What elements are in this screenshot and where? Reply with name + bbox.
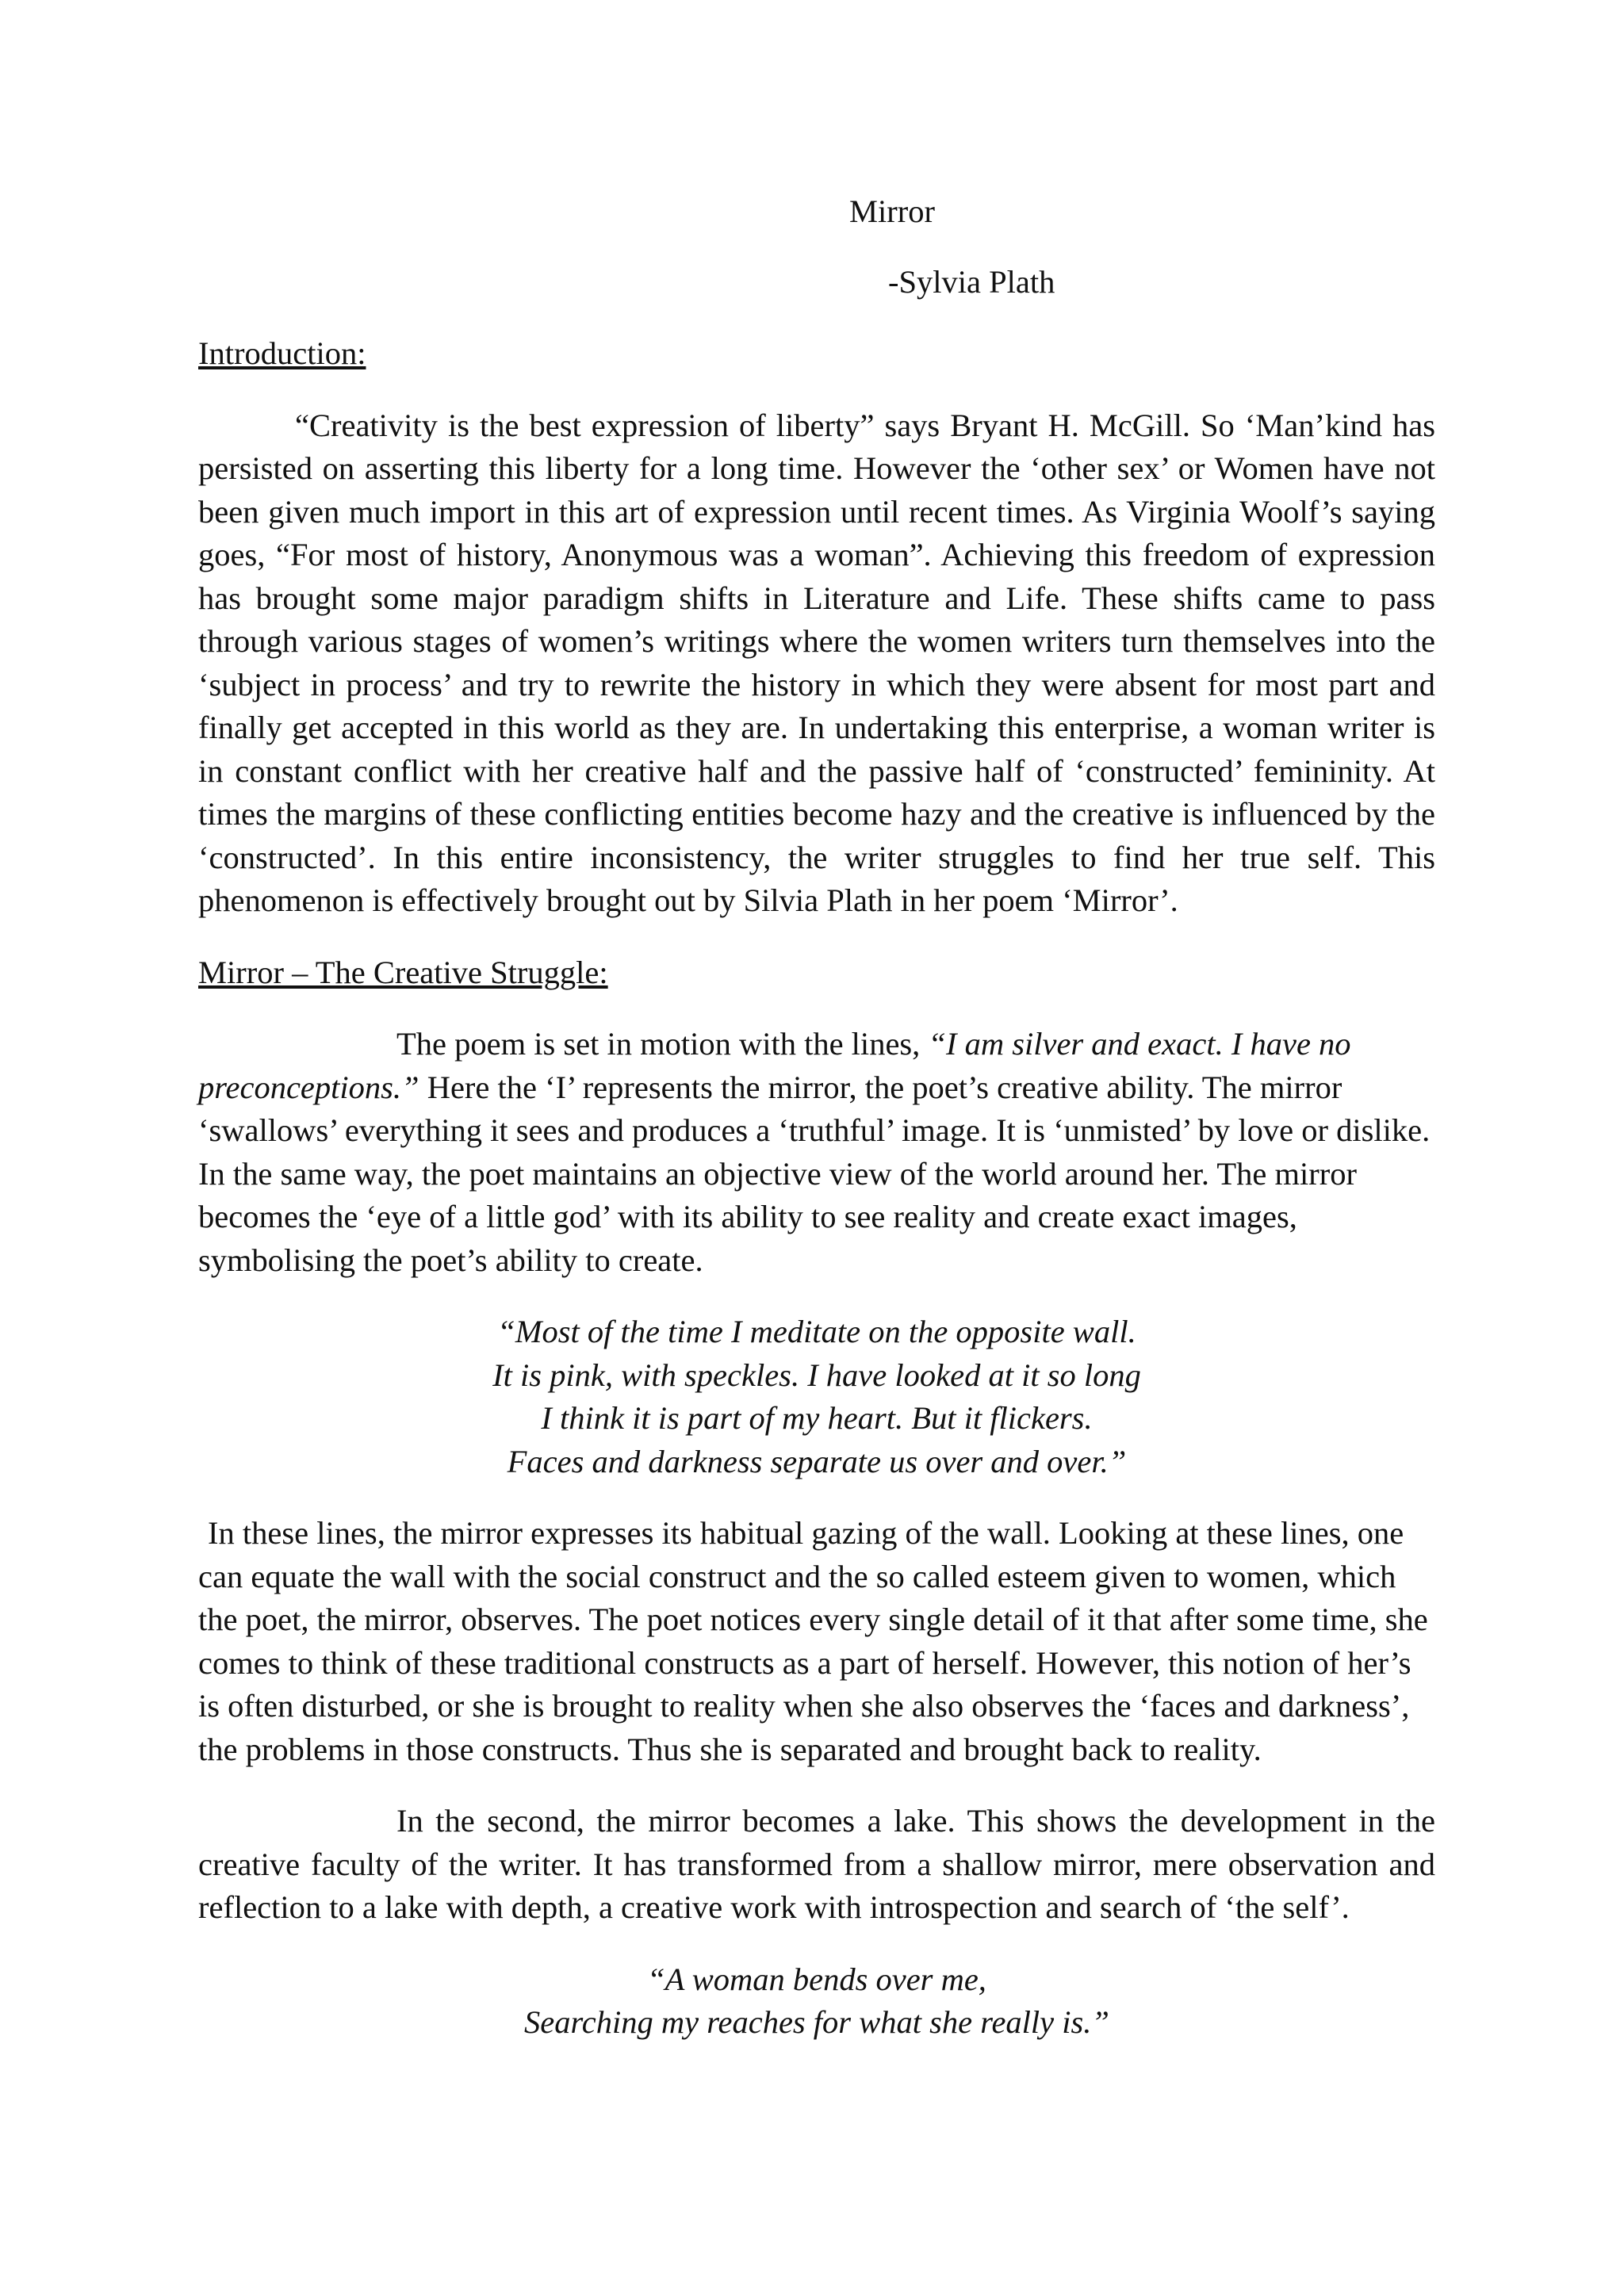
section-paragraph-3: In the second, the mirror becomes a lake. This shows the development in the creative faculty of the writer. It has transformed from a shallow mirror, mere observation and reflection to a lake with depth, a creative work with introspection and search of ‘the self’.	[198, 1803, 1435, 1925]
document-page	[198, 190, 1435, 2073]
quote-line: It is pink, with speckles. I have looked at it so long	[492, 1357, 1141, 1393]
quote-line: “A woman bends over me,	[647, 1961, 986, 1997]
quote-line: “Most of the time I meditate on the opposite wall.	[497, 1314, 1136, 1349]
paragraph-lead-text: The poem is set in motion with the lines,	[396, 1026, 929, 1062]
quote-line: I think it is part of my heart. But it flickers.	[541, 1400, 1093, 1436]
quote-line: Faces and darkness separate us over and over.”	[507, 1443, 1127, 1479]
poem-quote-2	[198, 1958, 1435, 2045]
poem-author: -Sylvia Plath	[888, 263, 1055, 300]
section-heading-creative-struggle: Mirror – The Creative Struggle:	[198, 954, 608, 990]
poem-quote-1	[198, 1311, 1435, 1483]
section-paragraph-2: In these lines, the mirror expresses its habitual gazing of the wall. Looking at these lines, one can equate the wall with the social construct and the so called esteem given to women, which the poet, the mirror, observes. The poet notices every single detail of it that after some time, she comes to think of these traditional constructs as a part of herself. However, this notion of her’s is often disturbed, or she is brought to reality when she also observes the ‘faces and darkness’, the problems in those constructs. Thus she is separated and brought back to reality.	[198, 1515, 1428, 1767]
poem-title: Mirror	[849, 193, 935, 229]
paragraph-rest-text: Here the ‘I’ represents the mirror, the poet’s creative ability. The mirror ‘swallows’ everything it sees and produces a ‘truthful’ image. It is ‘unmisted’ by love or dislike. In the same way, the poet maintains an objective view of the world around her. The mirror becomes the ‘eye of a little god’ with its ability to see reality and create exact images, symbolising the poet’s ability to create.	[198, 1069, 1431, 1278]
section-paragraph-1	[198, 1023, 1435, 1282]
inline-poem-quote: “I am silver and exact. I have no preconceptions.”	[198, 1026, 1351, 1105]
intro-paragraph: “Creativity is the best expression of liberty” says Bryant H. McGill. So ‘Man’kind has persisted on asserting this liberty for a long time. However the ‘other sex’ or Women have not been given much import in this art of expression until recent times. As Virginia Woolf’s saying goes, “For most of history, Anonymous was a woman”. Achieving this freedom of expression has brought some major paradigm shifts in Literature and Life. These shifts came to pass through various stages of women’s writings where the women writers turn themselves into the ‘subject in process’ and try to rewrite the history in which they were absent for most part and finally get accepted in this world as they are. In undertaking this enterprise, a woman writer is in constant conflict with her creative half and the passive half of ‘constructed’ femininity. At times the margins of these conflicting entities become hazy and the creative is influenced by the ‘constructed’. In this entire inconsistency, the writer struggles to find her true self. This phenomenon is effectively brought out by Silvia Plath in her poem ‘Mirror’.	[198, 407, 1435, 918]
quote-line: Searching my reaches for what she really is.”	[524, 2004, 1109, 2040]
intro-heading: Introduction:	[198, 335, 366, 371]
